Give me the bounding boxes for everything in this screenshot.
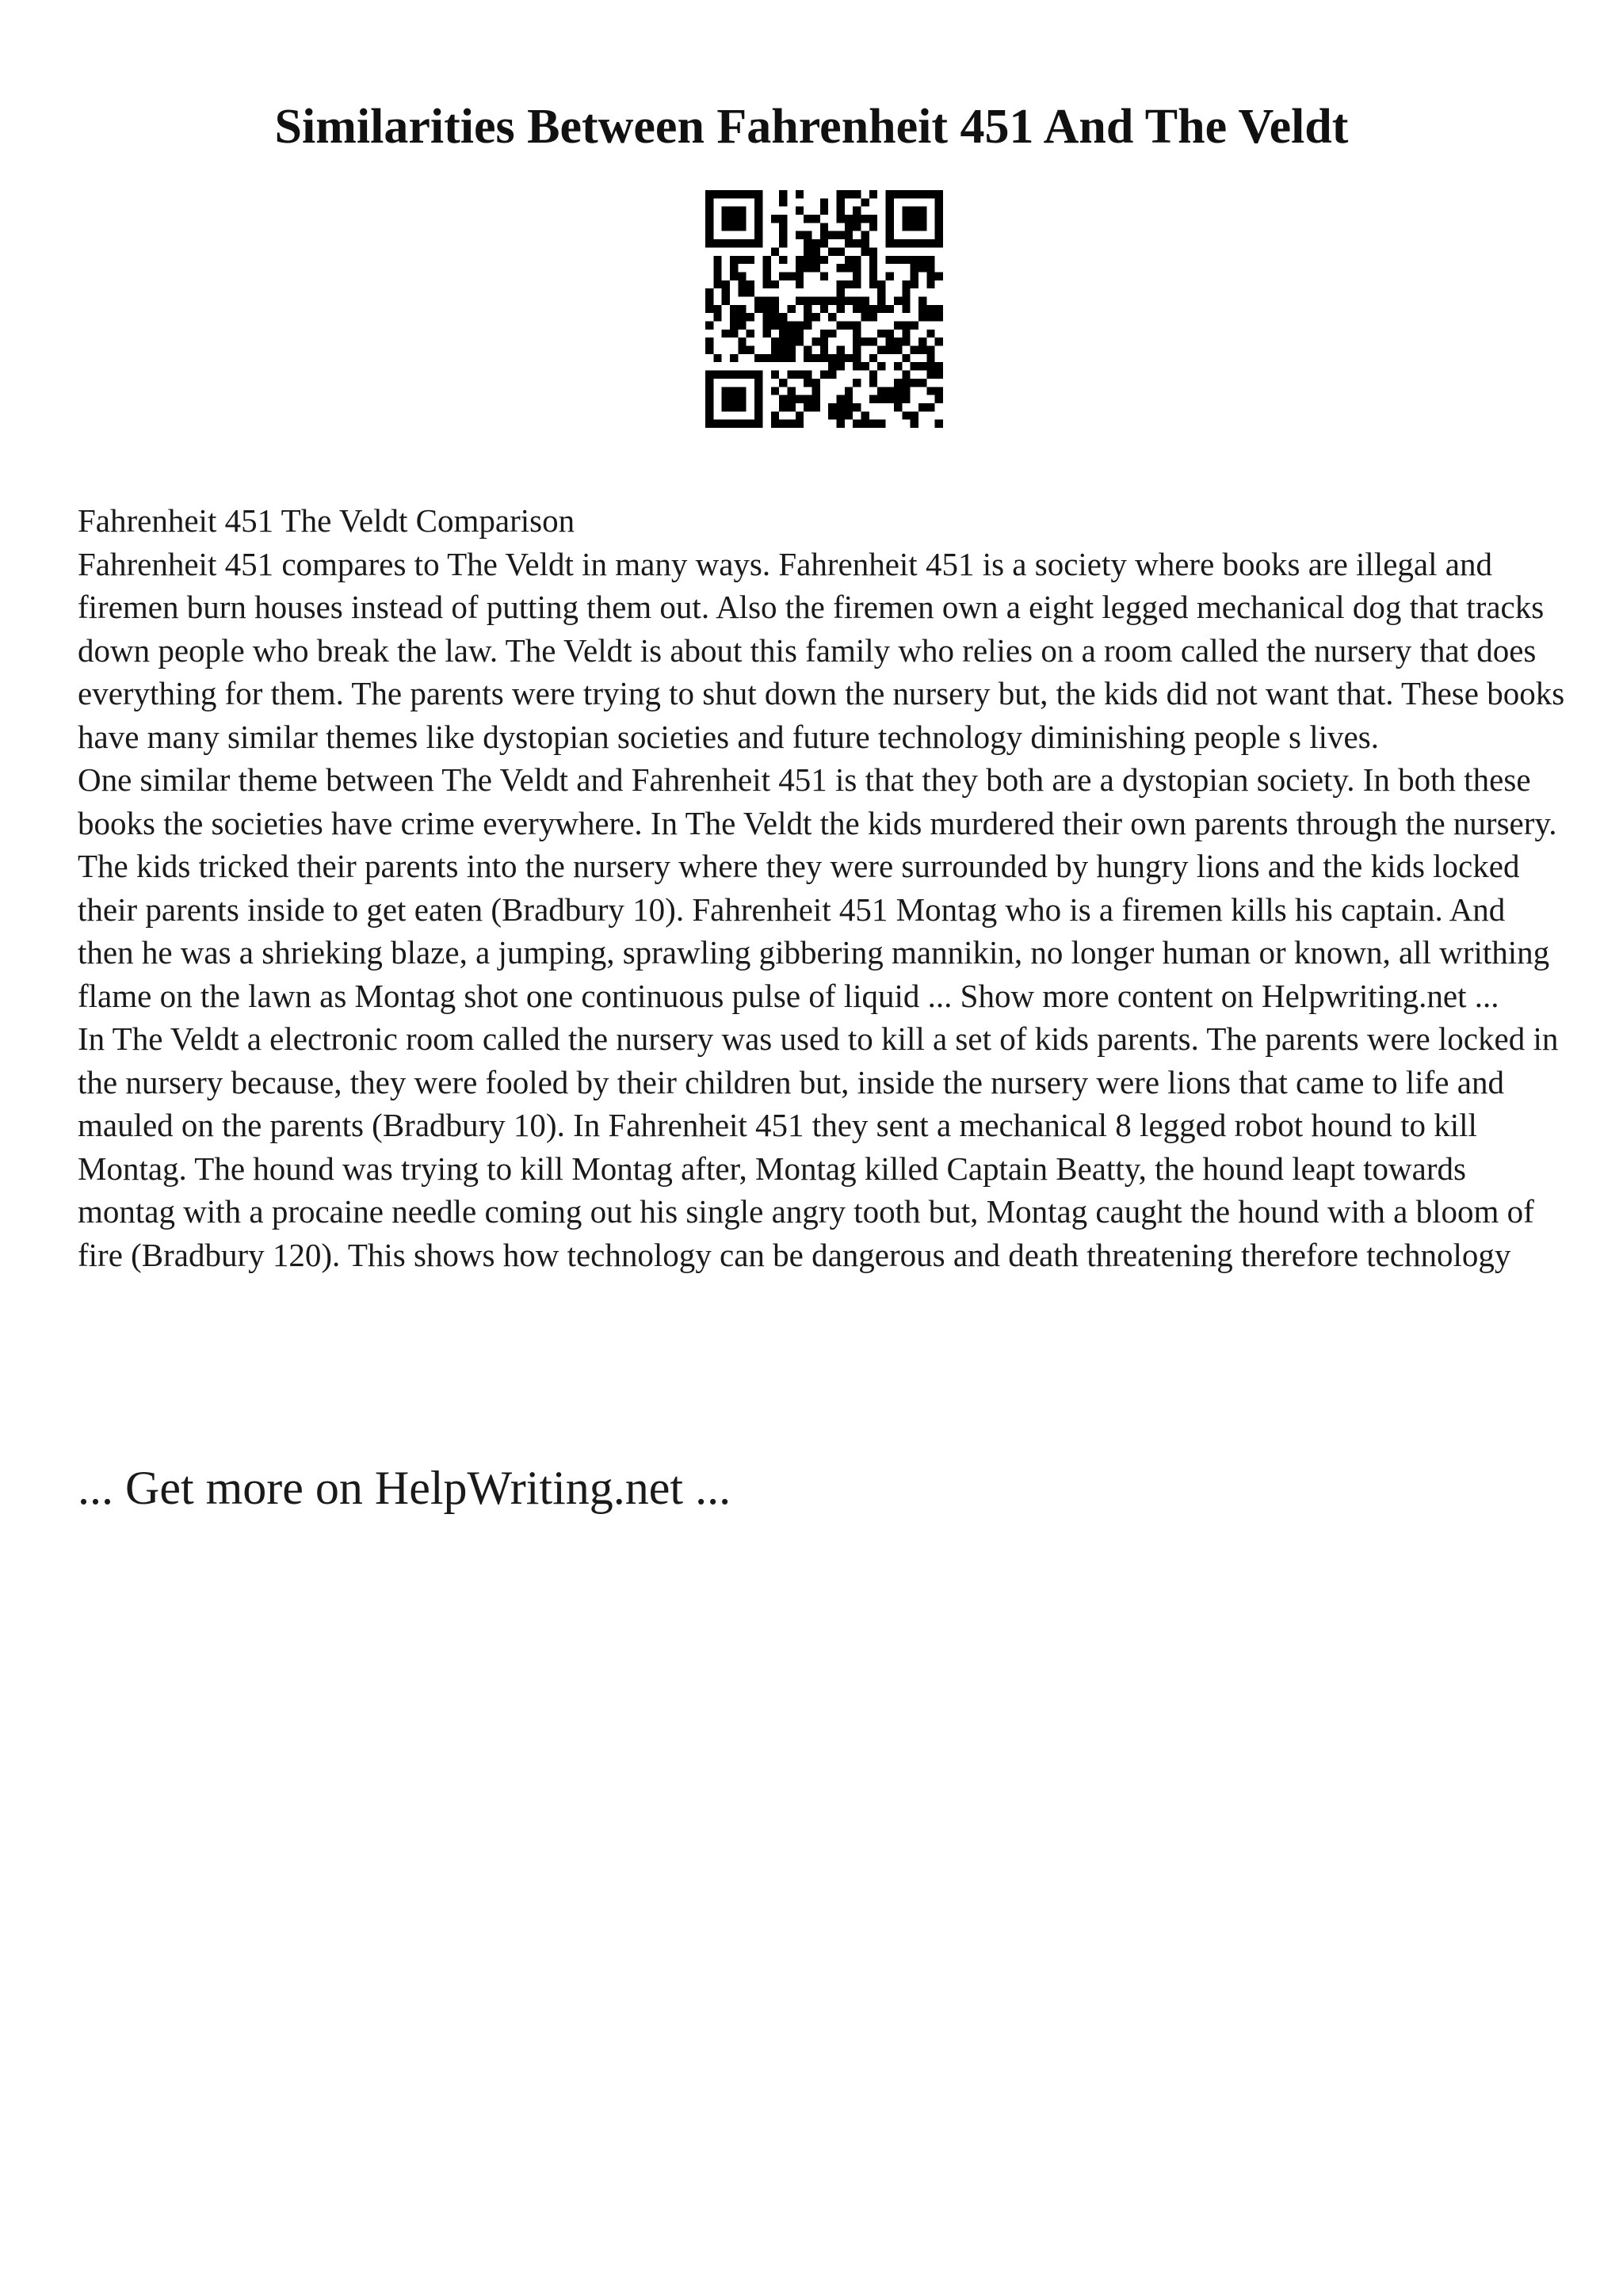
get-more-link[interactable]: ... Get more on HelpWriting.net ... [78,1462,731,1514]
qr-code-icon [705,190,943,428]
document-title: Similarities Between Fahrenheit 451 And The Veldt [274,100,1349,154]
paragraph-intro: Fahrenheit 451 compares to The Veldt in many ways. Fahrenheit 451 is a society where books are illegal and firemen burn houses instead of putting them out. Also the firemen own a eight legged mechanical dog that tracks down people who break the law. The Veldt is about this family who relies on a room called the nursery that does everything for them. The parents were trying to shut down the nursery but, the kids did not want that. These books have many similar themes like dystopian societies and future technology diminishing people s lives. [78,545,1565,755]
paragraph-heading: Fahrenheit 451 The Veldt Comparison [78,502,575,539]
paragraph-technology: In The Veldt a electronic room called the nursery was used to kill a set of kids parents. The parents were locked in the nursery because, they were fooled by their children but, inside the nursery were lions that came to life and mauled on the parents (Bradbury 10). In Fahrenheit 451 they sent a mechanical 8 legged robot hound to kill Montag. The hound was trying to kill Montag after, Montag killed Captain Beatty, the hound leapt towards montag with a procaine needle coming out his single angry tooth but, Montag caught the hound with a bloom of fire (Bradbury 120). This shows how technology can be dangerous and death threatening therefore technology [78,1020,1559,1273]
document-body [78,499,1568,1276]
paragraph-dystopian: One similar theme between The Veldt and Fahrenheit 451 is that they both are a dystopian society. In both these books the societies have crime everywhere. In The Veldt the kids murdered their own parents through the nursery. The kids tricked their parents into the nursery where they were surrounded by hungry lions and the kids locked their parents inside to get eaten (Bradbury 10). Fahrenheit 451 Montag who is a firemen kills his captain. And then he was a shrieking blaze, a jumping, sprawling gibbering mannikin, no longer human or known, all writhing flame on the lawn as Montag shot one continuous pulse of liquid ... Show more content on Helpwriting.net ... [78,761,1557,1014]
